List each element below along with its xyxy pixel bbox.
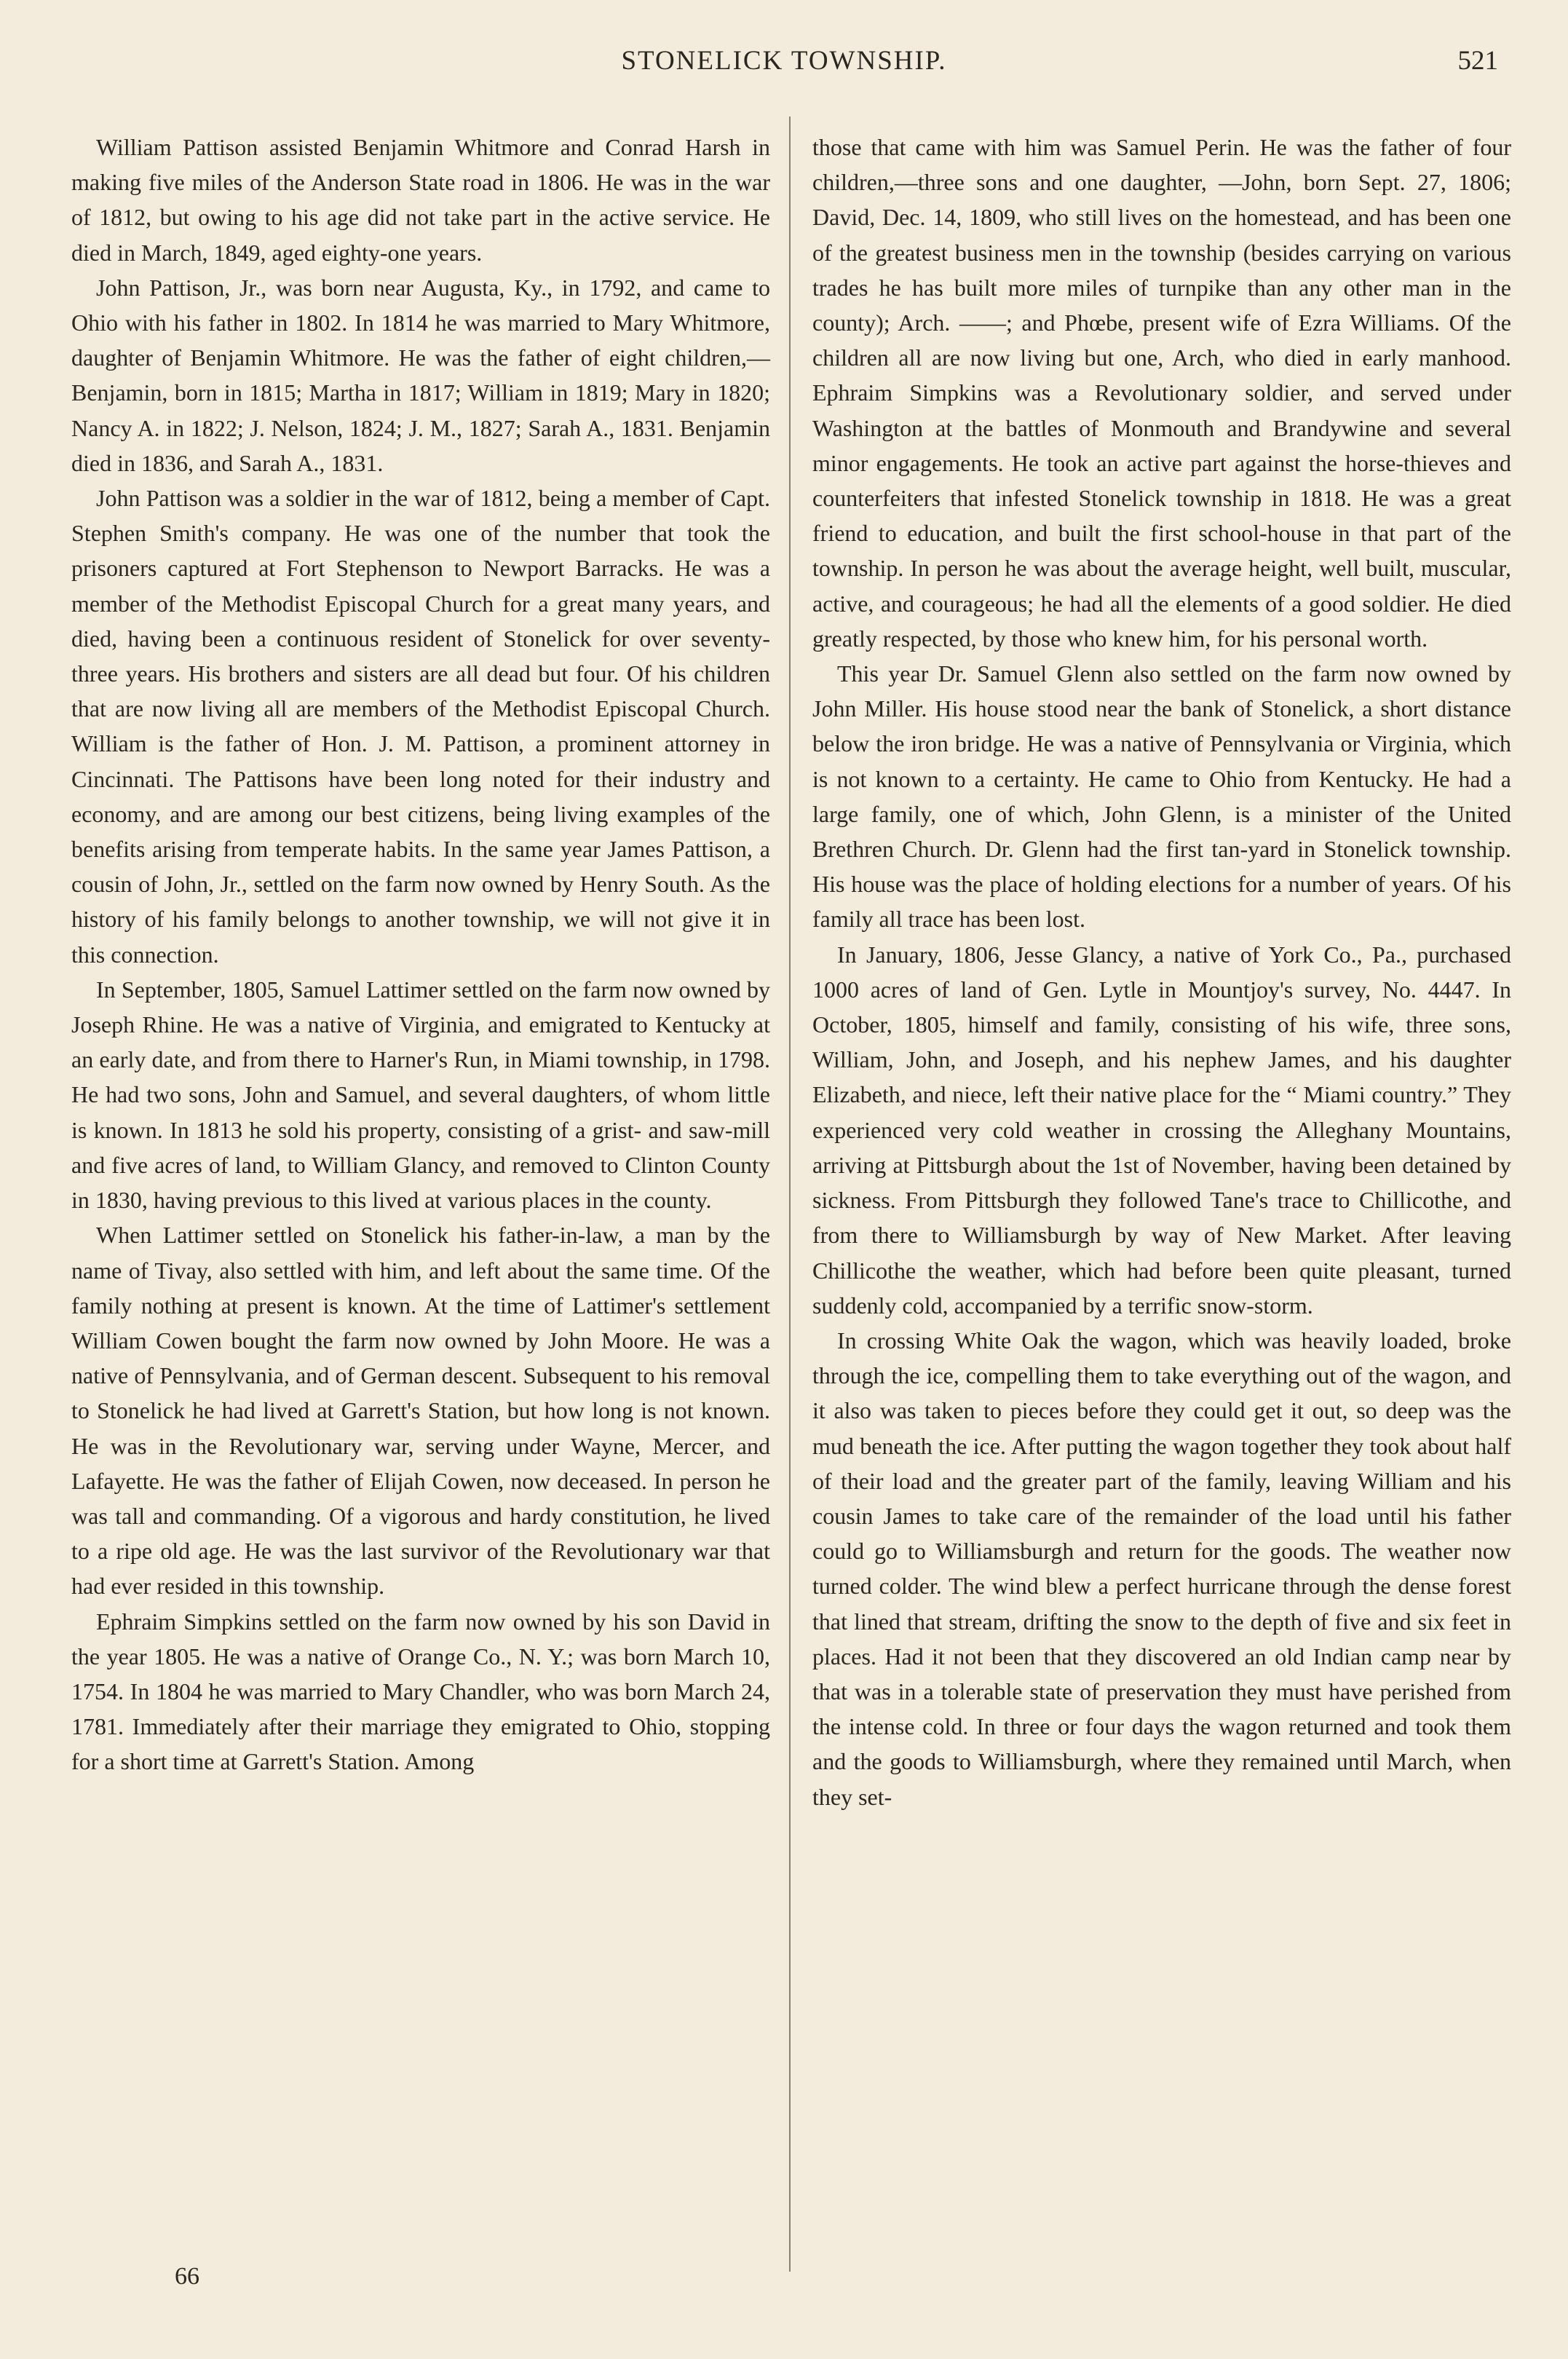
left-column: [71, 130, 770, 1779]
paragraph: This year Dr. Samuel Glenn also settled on the farm now owned by John Miller. His house stood near the bank of Stonelick, a short distance below the iron bridge. He was a native of Pennsylvania or Virginia, which is not known to a certainty. He came to Ohio from Kentucky. He had a large family, one of which, John Glenn, is a minister of the United Brethren Church. Dr. Glenn had the first tan-yard in Stonelick township. His house was the place of holding elections for a number of years. Of his family all trace has been lost.: [812, 660, 1511, 933]
paragraph: When Lattimer settled on Stonelick his father-in-law, a man by the name of Tivay, also settled with him, and left about the same time. Of the family nothing at present is known. At the time of Lattimer's settlement William Cowen bought the farm now owned by John Moore. He was a native of Pennsylvania, and of German descent. Subsequent to his removal to Stonelick he had lived at Garrett's Station, but how long is not known. He was in the Revolutionary war, serving under Wayne, Mercer, and Lafayette. He was the father of Elijah Cowen, now deceased. In person he was tall and commanding. Of a vigorous and hardy constitution, he lived to a ripe old age. He was the last survivor of the Revolutionary war that had ever resided in this township.: [71, 1222, 770, 1600]
paragraph: John Pattison, Jr., was born near Augusta, Ky., in 1792, and came to Ohio with his father in 1802. In 1814 he was married to Mary Whitmore, daughter of Benjamin Whitmore. He was the father of eight children,—Benjamin, born in 1815; Martha in 1817; William in 1819; Mary in 1820; Nancy A. in 1822; J. Nelson, 1824; J. M., 1827; Sarah A., 1831. Benjamin died in 1836, and Sarah A., 1831.: [71, 274, 770, 476]
paragraph: those that came with him was Samuel Perin. He was the father of four children,—three sons and one daughter, —John, born Sept. 27, 1806; David, Dec. 14, 1809, who still lives on the homestead, and has been one of the greatest business men in the township (besides carrying on various trades he has built more miles of turnpike than any other man in the county); Arch. ——; and Phœbe, present wife of Ezra Williams. Of the children all are now living but one, Arch, who died in early manhood. Ephraim Simpkins was a Revolutionary soldier, and served under Washington at the battles of Monmouth and Brandywine and several minor engagements. He took an active part against the horse-thieves and counterfeiters that infested Stonelick township in 1818. He was a great friend to education, and built the first school-house in that part of the township. In person he was about the average height, well built, muscular, active, and courageous; he had all the elements of a good soldier. He died greatly respected, by those who knew him, for his personal worth.: [812, 134, 1511, 652]
paragraph: William Pattison assisted Benjamin Whitmore and Conrad Harsh in making five miles of the Anderson State road in 1806. He was in the war of 1812, but owing to his age did not take part in the active service. He died in March, 1849, aged eighty-one years.: [71, 134, 770, 266]
paragraph: Ephraim Simpkins settled on the farm now owned by his son David in the year 1805. He was a native of Orange Co., N. Y.; was born March 10, 1754. In 1804 he was married to Mary Chandler, who was born March 24, 1781. Immediately after their marriage they emigrated to Ohio, stopping for a short time at Garrett's Station. Among: [71, 1608, 770, 1775]
paragraph: In crossing White Oak the wagon, which was heavily loaded, broke through the ice, compelling them to take everything out of the wagon, and it also was taken to pieces before they could get it out, so deep was the mud beneath the ice. After putting the wagon together they took about half of their load and the greater part of the family, leaving William and his cousin James to take care of the remainder of the load until his father could go to Williamsburgh and return for the goods. The weather now turned colder. The wind blew a perfect hurricane through the dense forest that lined that stream, drifting the snow to the depth of five and six feet in places. Had it not been that they discovered an old Indian camp near by that was in a tolerable state of preservation they must have perished from the intense cold. In three or four days the wagon returned and took them and the goods to Williamsburgh, where they remained until March, when they set-: [812, 1327, 1511, 1810]
running-head: STONELICK TOWNSHIP.: [621, 46, 947, 76]
right-column: [812, 130, 1511, 1814]
paragraph: John Pattison was a soldier in the war of 1812, being a member of Capt. Stephen Smith's company. He was one of the number that took the prisoners captured at Fort Stephenson to Newport Barracks. He was a member of the Methodist Episcopal Church for a great many years, and died, having been a continuous resident of Stonelick for over seventy-three years. His brothers and sisters are all dead but four. Of his children that are now living all are members of the Methodist Episcopal Church. William is the father of Hon. J. M. Pattison, a prominent attorney in Cincinnati. The Pattisons have been long noted for their industry and economy, and are among our best citizens, being living examples of the benefits arising from temperate habits. In the same year James Pattison, a cousin of John, Jr., settled on the farm now owned by Henry South. As the history of his family belongs to another township, we will not give it in this connection.: [71, 485, 770, 968]
column-divider: [789, 116, 791, 2272]
paragraph: In January, 1806, Jesse Glancy, a native of York Co., Pa., purchased 1000 acres of land of Gen. Lytle in Mountjoy's survey, No. 4447. In October, 1805, himself and family, consisting of his wife, three sons, William, John, and Joseph, and his nephew James, and his daughter Elizabeth, and niece, left their native place for the “ Miami country.” They experienced very cold weather in crossing the Alleghany Mountains, arriving at Pittsburgh about the 1st of November, having been detained by sickness. From Pittsburgh they followed Tane's trace to Chillicothe, and from there to Williamsburgh by way of New Market. After leaving Chillicothe the weather, which had before been quite pleasant, turned suddenly cold, accompanied by a terrific snow-storm.: [812, 941, 1511, 1319]
page-number: 521: [1457, 46, 1498, 76]
paragraph: In September, 1805, Samuel Lattimer settled on the farm now owned by Joseph Rhine. He was a native of Virginia, and emigrated to Kentucky at an early date, and from there to Harner's Run, in Miami township, in 1798. He had two sons, John and Samuel, and several daughters, of whom little is known. In 1813 he sold his property, consisting of a grist- and saw-mill and five acres of land, to William Glancy, and removed to Clinton County in 1830, having previous to this lived at various places in the county.: [71, 976, 770, 1214]
signature-mark: 66: [175, 2263, 199, 2290]
